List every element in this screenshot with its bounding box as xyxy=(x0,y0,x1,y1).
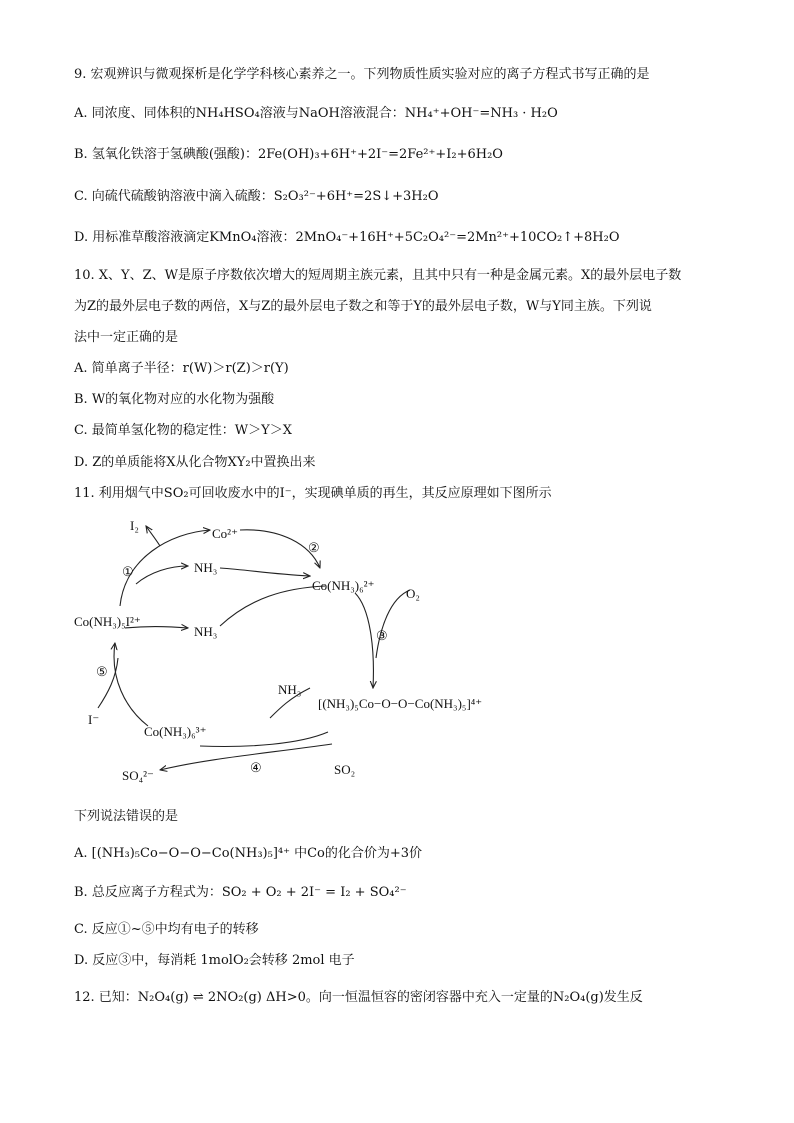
species-nh3-1: NH₃ xyxy=(194,560,218,575)
species-nh3-3: NH₃ xyxy=(278,682,302,697)
species-peroxo-complex: [(NH₃)₅Co−O−O−Co(NH₃)₅]⁴⁺ xyxy=(318,696,483,711)
q11-option-b: B. 总反应离子方程式为：SO₂ + O₂ + 2I⁻ = I₂ + SO₄²⁻ xyxy=(74,885,407,900)
species-co-nh3-6-3: Co(NH₃)₆³⁺ xyxy=(144,724,207,739)
q11-stem: 11. 利用烟气中SO₂可回收废水中的I⁻，实现碘单质的再生，其反应原理如下图所示 xyxy=(74,486,552,501)
step-3-label: ③ xyxy=(376,628,388,643)
species-co-nh3-6-2: Co(NH₃)₆²⁺ xyxy=(312,578,375,593)
arrow-step4-to-so4 xyxy=(160,744,332,770)
step-4-label: ④ xyxy=(250,760,262,775)
q9-option-a: A. 同浓度、同体积的NH₄HSO₄溶液与NaOH溶液混合：NH₄⁺+OH⁻=NH₃ · H₂O xyxy=(74,106,558,121)
species-nh3-2: NH₃ xyxy=(194,624,218,639)
q11-prompt: 下列说法错误的是 xyxy=(74,809,179,824)
arrow-o2-merge xyxy=(376,590,410,658)
q11-option-c: C. 反应①~⑤中均有电子的转移 xyxy=(74,922,259,937)
species-o2: O₂ xyxy=(406,586,420,601)
q10-option-d: D. Z的单质能将X从化合物XY₂中置换出来 xyxy=(74,455,316,470)
arrow-nh3-2-curve xyxy=(220,586,325,626)
q9-stem: 9. 宏观辨识与微观探析是化学学科核心素养之一。下列物质性质实验对应的离子方程式书写正确的是 xyxy=(74,67,650,82)
q10-stem-line1: 10. X、Y、Z、W是原子序数依次增大的短周期主族元素，且其中只有一种是金属元素。X的最外层电子数 xyxy=(74,268,682,283)
q10-option-b: B. W的氧化物对应的水化物为强酸 xyxy=(74,392,275,407)
arrow-to-i2 xyxy=(146,526,160,546)
q9-option-d: D. 用标准草酸溶液滴定KMnO₄溶液：2MnO₄⁻+16H⁺+5C₂O₄²⁻=2Mn²⁺+10CO₂↑+8H₂O xyxy=(74,230,620,245)
species-so4: SO₄²⁻ xyxy=(122,768,154,783)
arrow-peroxo-to-co6-3 xyxy=(200,732,328,746)
arrow-to-nh3-1 xyxy=(136,566,188,584)
arrow-step5 xyxy=(114,643,148,726)
q10-option-c: C. 最简单氢化物的稳定性：W＞Y＞X xyxy=(74,423,292,438)
q11-option-a: A. [(NH₃)₅Co−O−O−Co(NH₃)₅]⁴⁺ 中Co的化合价为+3价 xyxy=(74,846,423,861)
q11-option-d: D. 反应③中，每消耗 1molO₂会转移 2mol 电子 xyxy=(74,953,355,968)
q9-option-c: C. 向硫代硫酸钠溶液中滴入硫酸：S₂O₃²⁻+6H⁺=2S↓+3H₂O xyxy=(74,189,439,204)
step-2-label: ② xyxy=(308,540,320,555)
step-1-label: ① xyxy=(122,564,134,579)
species-so2: SO₂ xyxy=(334,762,356,777)
q12-stem: 12. 已知：N₂O₄(g) ⇌ 2NO₂(g) ΔH>0。向一恒温恒容的密闭容器中充入一定量的N₂O₄(g)发生反 xyxy=(74,990,643,1005)
species-co-nh3-5-i: Co(NH₃)₅I²⁺ xyxy=(74,614,141,629)
q10-option-a: A. 简单离子半径：r(W)＞r(Z)＞r(Y) xyxy=(74,361,289,376)
arrow-nh3-to-co6-2 xyxy=(220,568,310,576)
q9-option-b: B. 氢氧化铁溶于氢碘酸(强酸)：2Fe(OH)₃+6H⁺+2I⁻=2Fe²⁺+I₂+6H₂O xyxy=(74,147,503,162)
species-co2: Co²⁺ xyxy=(212,526,238,541)
q10-stem-line2: 为Z的最外层电子数的两倍，X与Z的最外层电子数之和等于Y的最外层电子数，W与Y同主族。下列说 xyxy=(74,299,652,314)
step-5-label: ⑤ xyxy=(96,664,108,679)
reaction-cycle-diagram xyxy=(70,508,570,807)
arrow-step3 xyxy=(355,593,373,688)
species-i-minus: I⁻ xyxy=(88,712,100,727)
q10-stem-line3: 法中一定正确的是 xyxy=(74,330,179,345)
species-i2: I₂ xyxy=(130,518,139,533)
